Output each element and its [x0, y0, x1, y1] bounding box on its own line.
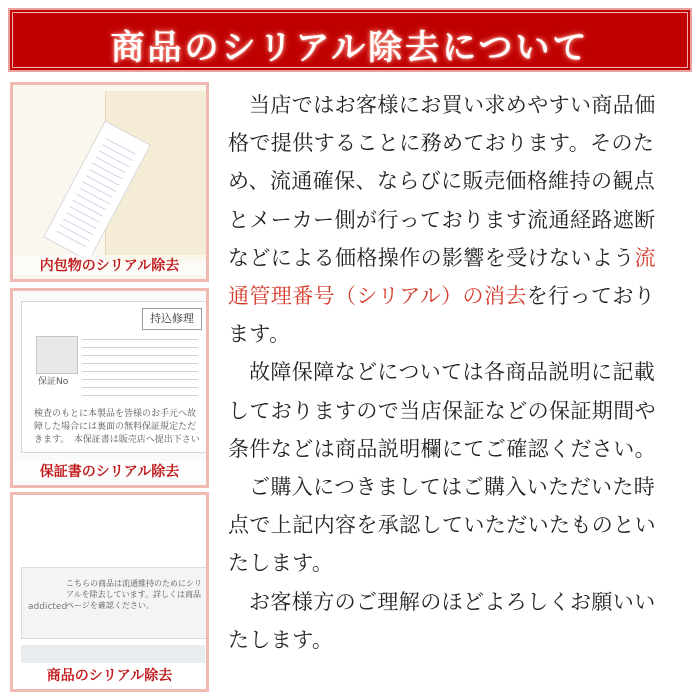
- paragraph-1-end: を行っております。: [228, 284, 656, 347]
- paragraph-4: お客様方のご理解のほどよろしくお願いいたします。: [228, 589, 656, 652]
- warranty-number-label: 保証No: [38, 377, 69, 387]
- paragraph-3: ご購入につきましてはご購入いただいた時点で上記内容を承認していただいたものといたします。: [228, 475, 656, 576]
- warranty-document: [21, 301, 207, 453]
- panel-warranty-card: [10, 288, 209, 488]
- carry-in-repair-label: 持込修理: [142, 308, 202, 330]
- warranty-text: 検査のもとに本製品を皆様のお手元へ故障した場合には裏面の無料保証規定ただきます。 本保証書は販売店へ提出下さい: [34, 409, 200, 445]
- panel-caption: 保証書のシリアル除去: [13, 461, 206, 481]
- serial-removed-area: [36, 336, 78, 374]
- panel-package-contents: [10, 82, 209, 282]
- paragraph-2: 故障保障などについては各商品説明に記載しておりますので当店保証などの保証期間や条件などは商品説明欄にてご確認ください。: [228, 360, 656, 461]
- paragraph-1: [228, 86, 674, 353]
- panel-caption: 内包物のシリアル除去: [13, 255, 206, 275]
- product-label-sticker: [21, 567, 207, 639]
- package-edge: [21, 645, 205, 663]
- serial-removal-highlight: 流通管理番号（シリアル）の消去: [228, 245, 657, 309]
- brand-text: addicted: [28, 602, 68, 612]
- panel-product-label: [10, 492, 209, 692]
- warranty-form-lines: [82, 336, 198, 396]
- notice-body: [228, 86, 674, 659]
- title-banner: [8, 8, 692, 72]
- label-notice-text: こちらの商品は流通維持のためにシリアルを除去しています。詳しくは商品ページを確認ください。: [66, 579, 202, 610]
- banner-title: 商品のシリアル除去について: [110, 28, 590, 68]
- panel-caption: 商品のシリアル除去: [13, 665, 206, 685]
- paragraph-1-text: 当店ではお客様にお買い求めやすい商品価格で提供することに務めております。そのため、流通確保、ならびに販売価格維持の観点とメーカー側が行っております流通経路遮断などによる価格操作の影響を受けないよう: [228, 93, 656, 270]
